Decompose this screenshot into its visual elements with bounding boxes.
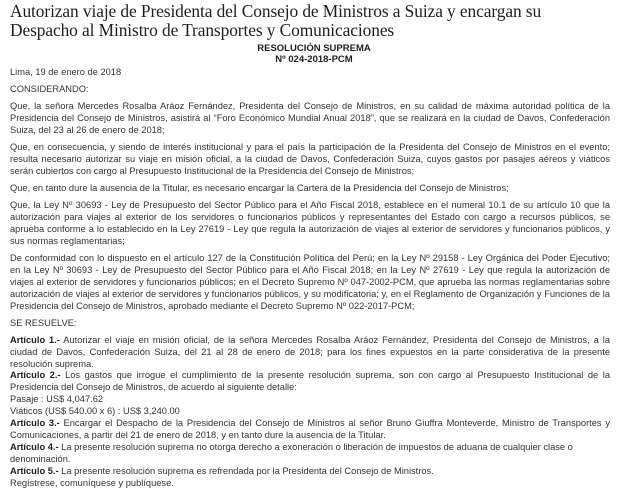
article-2 xyxy=(10,370,610,394)
considerando-paragraph: Que, en tanto dure la ausencia de la Titular, es necesario encargar la Cartera de la Presidencia del Consejo de Ministros; xyxy=(10,183,509,193)
closing-formula: Regístrese, comuníquese y publíquese. xyxy=(10,477,174,488)
resuelve-label: SE RESUELVE: xyxy=(10,317,77,328)
article-5 xyxy=(10,466,610,478)
considerando-paragraph: Que, la Ley Nº 30693 - Ley de Presupuesto del Sector Público para el Año Fiscal 2018, establece en el numeral 10.1 de su artículo 10 que la autorización para viajes al exterior de los servidores o funcionarios públicos y representantes del Estado con cargo a recursos públicos, se aprueba conforme a lo establecido en la Ley 27619 - Ley que regula la autorización de viajes al exterior de servidores y funcionarios públicos, y sus normas reglamentarias; xyxy=(10,200,610,246)
article-label: Artículo 1.- xyxy=(10,334,60,345)
article-label: Artículo 2.- xyxy=(10,370,61,381)
expense-line-viaticos: Viáticos (US$ 540.00 x 6) : US$ 3,240.00 xyxy=(10,406,180,417)
article-text: La presente resolución suprema no otorga derecho a exoneración o liberación de impuestos de aduana de cualquier clase o denominación. xyxy=(10,441,573,464)
article-text: Autorizar el viaje en misión oficial, de la señora Mercedes Rosalba Aráoz Fernández, Presidenta del Consejo de Ministros, a la ciudad de Davos, Confederación Suiza, del 21 al 28 de enero de 2018; para los fines expuestos en la parte considerativa de la presente resolución suprema. xyxy=(10,334,610,369)
considerando-paragraph: De conformidad con lo dispuesto en el artículo 127 de la Constitución Política del Perú; en la Ley Nº 29158 - Ley Orgánica del Poder Ejecutivo; en la Ley Nº 30693 - Ley de Presupuesto del Sector Público para el Año Fiscal 2018; en la Ley Nº 27619 - Ley que regula la autorización de viajes al exterior de servidores y funcionarios públicos; en el Decreto Supremo Nº 047-2002-PCM, que aprueba las normas reglamentarias sobre autorización de viajes al exterior de servidores y funcionarios públicos, y su modificatoria; y, en el Reglamento de Organización y Funciones de la Presidencia del Consejo de Ministros, aprobado mediante el Decreto Supremo Nº 022-2017-PCM; xyxy=(10,252,610,311)
document-body xyxy=(10,67,610,490)
article-text: Los gastos que irrogue el cumplimiento de la presente resolución suprema, son con cargo al Presupuesto Institucional de la Presidencia del Consejo de Ministros, de acuerdo al siguiente detalle: xyxy=(10,370,610,393)
article-label: Artículo 5.- xyxy=(10,465,59,476)
considerando-paragraph: Que, la señora Mercedes Rosalba Aráoz Fernández, Presidenta del Consejo de Ministros, en su calidad de máxima autoridad política de la Presidencia del Consejo de Ministros, asistirá al “Foro Económico Mundial Anual 2018”, que se realizará en la ciudad de Davos, Confederación Suiza, del 23 al 26 de enero de 2018; xyxy=(10,101,610,135)
article-1 xyxy=(10,335,610,371)
document-title: Autorizan viaje de Presidenta del Consejo de Ministros a Suiza y encargan su Despacho al Ministro de Transportes y Comunicaciones xyxy=(10,1,542,40)
article-text: La presente resolución suprema es refrendada por la Presidenta del Consejo de Ministros. xyxy=(58,465,434,476)
considerando-paragraph: Que, en consecuencia, y siendo de interés institucional y para el país la participación de la Presidenta del Consejo de Ministros en el evento; resulta necesario autorizar su viaje en misión oficial, a la ciudad de Davos, Confederación Suiza, cuyos gastos por pasajes aéreos y viáticos serán cubiertos con cargo al Presupuesto Institucional de la Presidencia del Consejo de Ministros; xyxy=(10,142,610,176)
article-label: Artículo 3.- xyxy=(10,418,60,429)
resolution-heading xyxy=(18,43,610,65)
document-page xyxy=(10,0,610,490)
article-label: Artículo 4.- xyxy=(10,441,59,452)
considerando-label: CONSIDERANDO: xyxy=(10,84,89,95)
expense-line-pasaje: Pasaje : US$ 4,047.62 xyxy=(10,394,104,405)
article-4 xyxy=(10,442,610,466)
article-3 xyxy=(10,418,610,442)
resolution-type: RESOLUCIÓN SUPREMA xyxy=(257,43,371,54)
article-text: Encargar el Despacho de la Presidencia del Consejo de Ministros al señor Bruno Giuffra Monteverde, Ministro de Transportes y Comunicaciones, a partir del 21 de enero de 2018, y en tanto dure la ausencia de la Titular. xyxy=(10,418,611,440)
resolution-number: Nº 024-2018-PCM xyxy=(275,54,353,65)
articles-section xyxy=(10,335,610,490)
place-date: Lima, 19 de enero de 2018 xyxy=(10,67,122,77)
